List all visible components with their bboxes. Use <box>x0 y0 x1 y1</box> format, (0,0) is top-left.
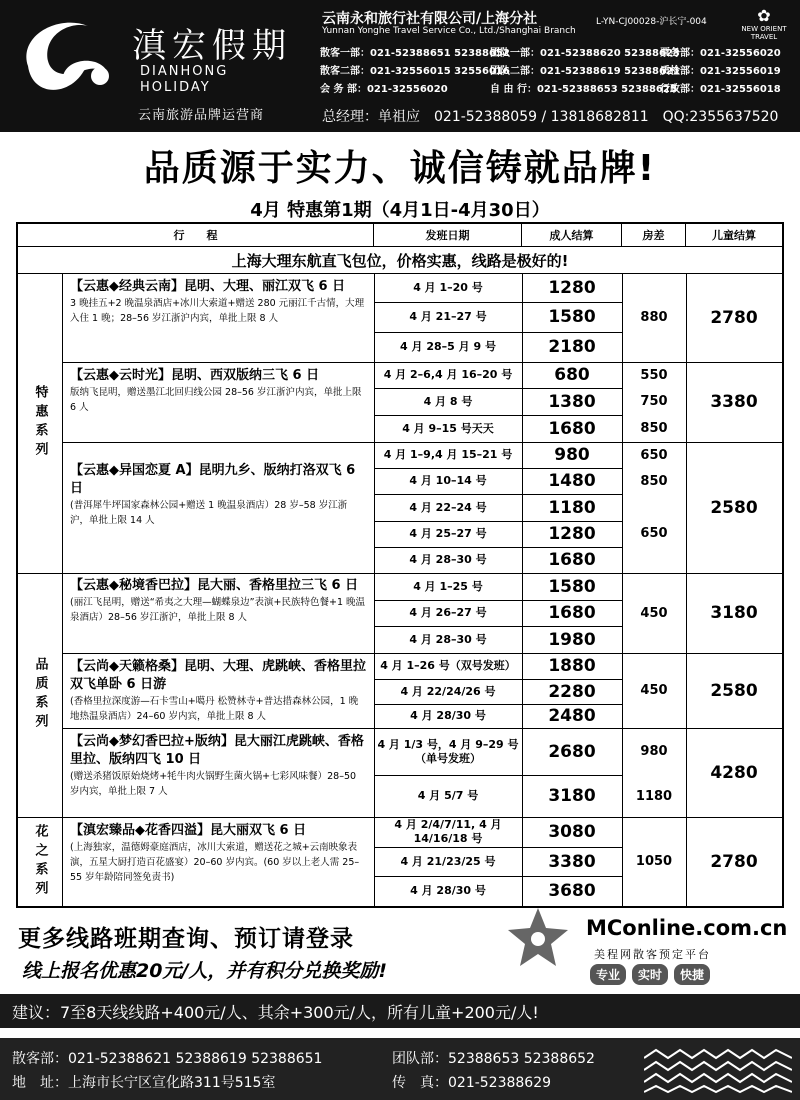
contact-retail-1: 散客一部：021-52388651 52388652 <box>320 47 510 59</box>
route-cell <box>66 820 370 906</box>
adult-price: 1280 <box>548 277 596 298</box>
divider <box>374 442 622 443</box>
mconline-subtitle: 美程网散客预定平台 <box>594 948 711 961</box>
promo-line-2: 线上报名优惠20元/人，并有积分兑换奖励! <box>22 960 388 982</box>
contact-row <box>320 60 796 78</box>
divider <box>374 817 622 818</box>
header-route: 行 程 <box>18 224 374 246</box>
route-cell <box>66 731 370 815</box>
divider <box>374 521 622 522</box>
departure-date: 4 月 26–27 号 <box>409 606 487 619</box>
route-title: 【云尚◆梦幻香巴拉+版纳】昆大丽江虎跳峡、香格里拉、版纳四飞 10 日 <box>70 734 364 767</box>
child-price: 2780 <box>710 851 758 872</box>
departure-date: 4 月 1–20 号 <box>413 280 483 294</box>
departure-date: 4 月 8 号 <box>423 394 473 408</box>
contact-grid <box>320 42 796 96</box>
departure-date: 4 月 25–27 号 <box>409 527 487 540</box>
divider <box>374 876 622 877</box>
route-note: 3 晚挂五+2 晚温泉酒店+冰川大索道+赠送 280 元丽江千古情，大理入住 1 晚；28–56 岁江浙沪内宾，单批上限 8 人 <box>70 298 365 324</box>
divider <box>374 332 622 333</box>
mconline-tags <box>590 964 710 985</box>
new-orient-label: NEW ORIENT TRAVEL <box>741 25 787 41</box>
divider <box>374 468 622 469</box>
route-cell <box>66 575 370 651</box>
departure-date: 4 月 2/4/7/11, 4 月 14/16/18 号 <box>394 818 502 845</box>
departure-date: 4 月 9–15 号天天 <box>402 421 494 435</box>
route-title: 【云惠◆经典云南】昆明、大理、丽江双飞 6 日 <box>70 279 346 294</box>
adult-price: 980 <box>554 445 590 465</box>
departure-date: 4 月 28–5 月 9 号 <box>400 340 496 353</box>
contact-free-travel: 自 由 行：021-52388653 52388625 <box>490 83 677 95</box>
departure-date: 4 月 5/7 号 <box>417 789 479 802</box>
license-number: L-YN-CJ00028-沪长宁-004 <box>596 17 707 27</box>
mconline-star-icon <box>506 906 570 970</box>
slogan-headline: 品质源于实力、诚信铸就品牌! <box>143 148 657 189</box>
child-price: 4280 <box>710 762 758 783</box>
contact-row <box>320 78 796 96</box>
table-banner: 上海大理东航直飞包位，价格实惠，线路是极好的! <box>231 251 569 270</box>
route-cell <box>66 276 370 360</box>
contact-admin: 行政部：021-32556018 <box>660 83 781 95</box>
room-diff: 980 <box>640 744 668 759</box>
lotus-icon: ✿ <box>757 6 771 25</box>
adult-price: 3680 <box>548 881 596 901</box>
divider <box>374 775 622 776</box>
footer-group-phone: 团队部：52388653 52388652 <box>392 1051 595 1067</box>
departure-date: 4 月 1–26 号（双号发班） <box>380 659 516 672</box>
divider <box>374 653 622 654</box>
adult-price: 1580 <box>548 307 596 327</box>
route-title: 【云惠◆云时光】昆明、西双版纳三飞 6 日 <box>70 368 320 383</box>
divider <box>62 273 63 906</box>
logo-swirl-icon <box>8 6 128 106</box>
departure-date: 4 月 28/30 号 <box>410 709 486 722</box>
adult-price: 3380 <box>548 851 596 872</box>
adult-price: 1680 <box>548 550 596 570</box>
route-note: (上海独家，温德姆豪庭酒店，冰川大索道，赠送花之城+云南映象表演，五星大厨打造百花盛宴）20–60 岁内宾。(60 岁以上老人需 25–55 岁年龄陪同签免责书) <box>70 842 360 883</box>
new-orient-logo <box>736 6 792 41</box>
departure-date: 4 月 2–6,4 月 16–20 号 <box>383 368 513 381</box>
route-note: (香格里拉深度游—石卡雪山+噶丹 松赞林寺+普达措森林公园，1 晚地热温泉酒店）24–60 岁内宾，单批上限 8 人 <box>70 696 359 722</box>
mconline-site[interactable]: MConline.com.cn <box>586 916 788 940</box>
room-diff: 550 <box>640 367 668 383</box>
divider <box>374 728 622 729</box>
header-date: 发班日期 <box>374 224 522 246</box>
room-diff: 850 <box>640 473 668 489</box>
divider <box>374 704 622 705</box>
adult-price: 1680 <box>548 418 596 439</box>
divider <box>374 679 622 680</box>
divider <box>374 415 622 416</box>
divider <box>374 362 622 363</box>
adult-price: 3080 <box>548 822 596 842</box>
divider <box>374 388 622 389</box>
divider <box>374 626 622 627</box>
adult-price: 2680 <box>548 741 596 762</box>
route-cell <box>66 460 370 560</box>
divider <box>374 494 622 495</box>
tag-realtime: 实时 <box>632 964 668 985</box>
child-price: 3380 <box>710 392 758 412</box>
route-title: 【滇宏臻品◆花香四溢】昆大丽双飞 6 日 <box>70 823 307 838</box>
departure-date: 4 月 21–27 号 <box>409 310 487 323</box>
child-price: 2780 <box>710 307 758 328</box>
departure-date: 4 月 22–24 号 <box>409 500 487 514</box>
header-adult-price: 成人结算 <box>522 224 622 246</box>
departure-date: 4 月 28–30 号 <box>409 632 487 646</box>
adult-price: 1880 <box>548 656 596 676</box>
adult-price: 2180 <box>548 337 596 357</box>
child-price: 2580 <box>710 497 758 518</box>
issue-title: 4月 特惠第1期（4月1日-4月30日） <box>250 200 550 221</box>
contact-retail-2: 散客二部：021-32556015 32556016 <box>320 65 510 77</box>
room-diff: 850 <box>640 421 668 436</box>
child-price: 2580 <box>710 680 758 701</box>
departure-date: 4 月 1–25 号 <box>413 579 483 593</box>
contact-meeting: 会 务 部：021-32556020 <box>320 83 448 95</box>
divider <box>374 573 622 574</box>
manager-contact: 总经理：单祖应 021-52388059 / 13818682811 QQ:2355637520 <box>322 109 779 125</box>
departure-date: 4 月 28–30 号 <box>409 553 487 566</box>
footer <box>0 1038 800 1100</box>
adult-price: 1580 <box>548 576 596 597</box>
adult-price: 3180 <box>548 786 596 806</box>
contact-row <box>320 42 796 60</box>
route-title: 【云惠◆秘境香巴拉】昆大丽、香格里拉三飞 6 日 <box>70 578 359 593</box>
departure-date: 4 月 28/30 号 <box>410 884 486 897</box>
price-table <box>16 222 784 908</box>
adult-price: 1980 <box>548 629 596 650</box>
adult-price: 680 <box>554 365 590 385</box>
divider <box>374 600 622 601</box>
contact-quality: 质检部：021-32556019 <box>660 65 781 77</box>
logo-tagline: 云南旅游品牌运营商 <box>138 108 265 123</box>
tag-professional: 专业 <box>590 964 626 985</box>
promo-line-1: 更多线路班期查询、预订请登录 <box>18 926 354 952</box>
suggestion-bar: 建议：7至8天线线路+400元/人、其余+300元/人，所有儿童+200元/人! <box>0 994 800 1028</box>
decorative-pattern-icon <box>644 1046 792 1094</box>
footer-retail-phone: 散客部：021-52388621 52388619 52388651 <box>12 1051 323 1067</box>
contact-group-2: 团队二部：021-52388619 52388621 <box>490 65 680 77</box>
route-note: 版纳飞昆明，赠送墨江北回归线公园 28–56 岁江浙沪内宾，单批上限 6 人 <box>70 387 362 413</box>
adult-price: 1280 <box>548 524 596 544</box>
adult-price: 1380 <box>548 391 596 412</box>
room-diff: 750 <box>640 394 668 409</box>
departure-date: 4 月 21/23/25 号 <box>400 854 496 868</box>
room-diff: 450 <box>640 605 668 621</box>
adult-price: 1180 <box>548 497 596 518</box>
room-diff: 1180 <box>635 788 673 804</box>
room-diff: 650 <box>640 526 668 541</box>
tag-fast: 快捷 <box>674 964 710 985</box>
contact-ticket: 票务部：021-32556020 <box>660 47 781 59</box>
adult-price: 2280 <box>548 681 596 702</box>
departure-date: 4 月 22/24/26 号 <box>400 684 496 698</box>
header <box>0 0 800 132</box>
room-diff: 450 <box>640 683 668 698</box>
divider <box>374 302 622 303</box>
departure-date: 4 月 1–9,4 月 15–21 号 <box>383 448 513 461</box>
route-note: (丽江飞昆明，赠送“希夷之大理—蝴蝶泉边”表演+民族特色餐+1 晚温泉酒店）28–56 岁江浙沪，单批上限 8 人 <box>70 597 366 623</box>
logo-english-2: HOLIDAY <box>140 80 211 95</box>
company-english: Yunnan Yonghe Travel Service Co., Ltd./Shanghai Branch <box>322 26 576 36</box>
series-label-special: 特惠系列 <box>32 385 48 461</box>
room-diff: 880 <box>640 310 668 325</box>
company-name: 云南永和旅行社有限公司/上海分社 <box>322 11 538 27</box>
route-cell <box>66 365 370 441</box>
route-title: 【云惠◆异国恋夏 A】昆明九乡、版纳打洛双飞 6 日 <box>70 463 356 496</box>
route-title: 【云尚◆天籁格桑】昆明、大理、虎跳峡、香格里拉双飞单卧 6 日游 <box>70 659 366 692</box>
series-label-quality: 品质系列 <box>32 657 48 733</box>
divider <box>374 847 622 848</box>
route-note: (普洱犀牛坪国家森林公园+赠送 1 晚温泉酒店）28 岁–58 岁江浙沪，单批上限 14 人 <box>70 500 348 526</box>
child-price: 3180 <box>710 603 758 623</box>
footer-address: 地 址：上海市长宁区宣化路311号515室 <box>12 1075 276 1091</box>
logo-english-1: DIANHONG <box>140 64 229 79</box>
series-label-flower: 花之系列 <box>32 823 48 900</box>
route-cell <box>66 656 370 726</box>
adult-price: 1480 <box>548 471 596 491</box>
footer-fax: 传 真：021-52388629 <box>392 1075 552 1091</box>
room-diff: 650 <box>640 447 668 463</box>
logo-chinese: 滇宏假期 <box>132 26 292 66</box>
header-child-price: 儿童结算 <box>712 229 756 242</box>
adult-price: 2480 <box>548 706 596 726</box>
header-room-diff: 房差 <box>622 224 686 246</box>
adult-price: 1680 <box>548 603 596 623</box>
departure-date: 4 月 10–14 号 <box>409 474 487 487</box>
route-note: (赠送杀猪饭原始烧烤+牦牛肉火锅野生菌火锅+七彩风味餐）28–50 岁内宾，单批上限 7 人 <box>70 771 357 797</box>
contact-group-1: 团队一部：021-52388620 52388623 <box>490 47 680 59</box>
divider <box>374 547 622 548</box>
departure-date: 4 月 1/3 号，4 月 9–29 号（单号发班） <box>377 737 519 765</box>
room-diff: 1050 <box>635 854 673 869</box>
